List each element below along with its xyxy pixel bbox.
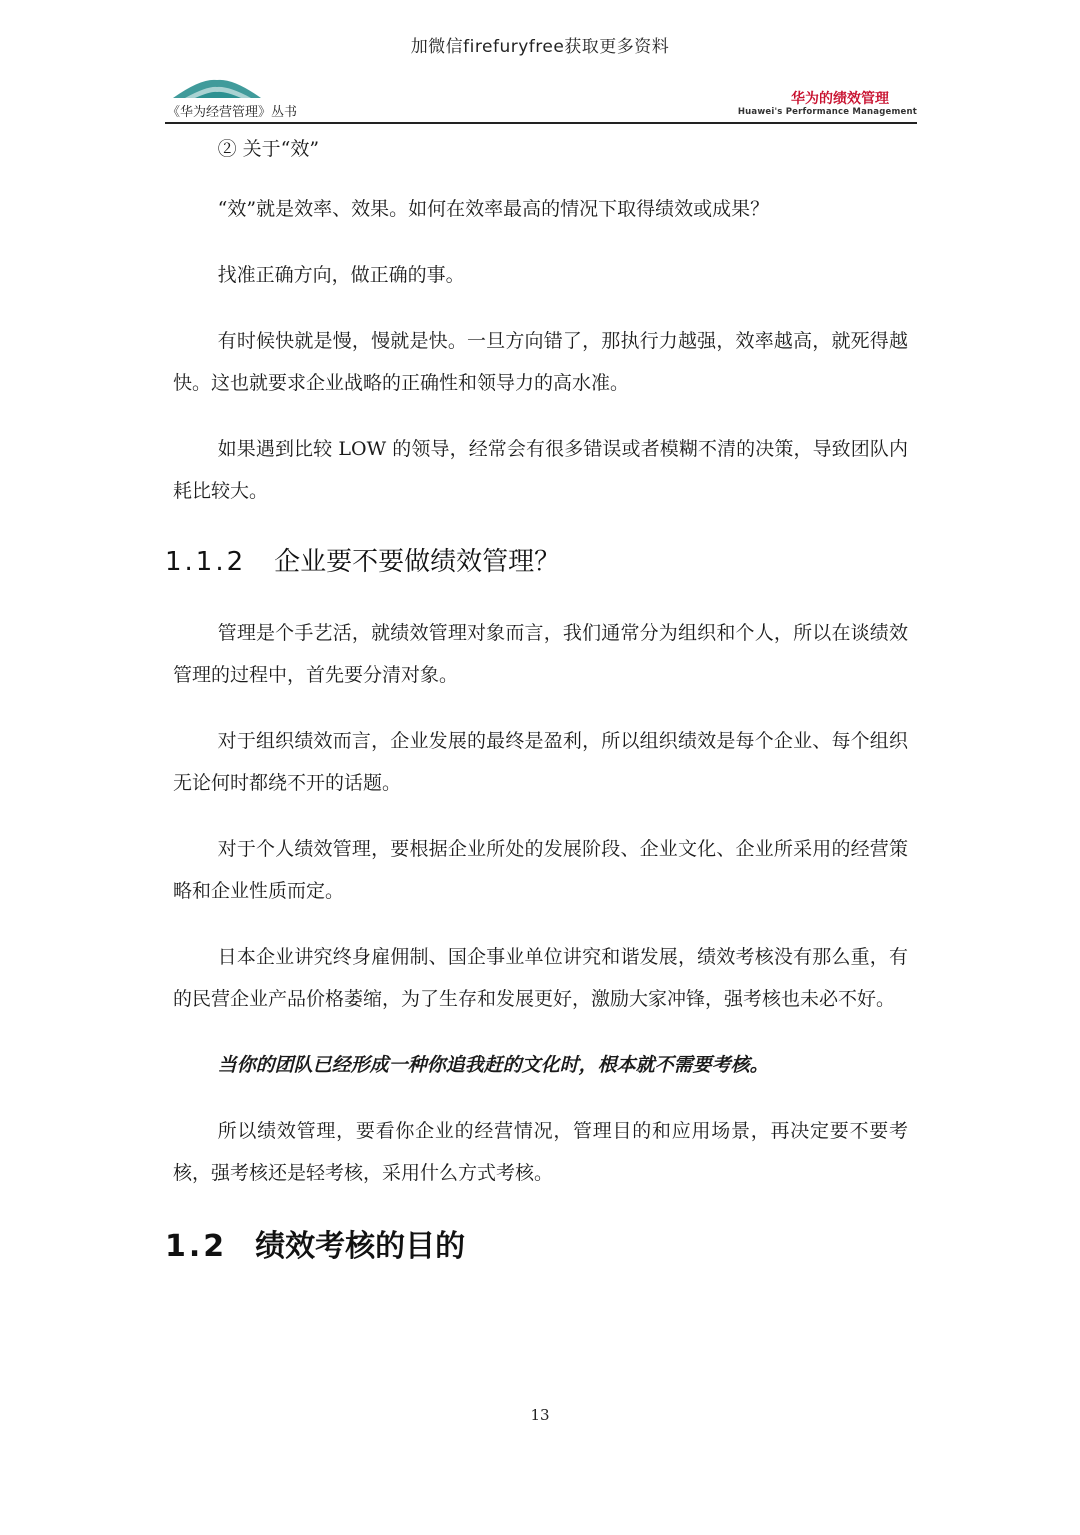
header-divider bbox=[165, 122, 917, 124]
paragraph: 找准正确方向，做正确的事。 bbox=[217, 264, 465, 286]
paragraph: 对于个人绩效管理，要根据企业所处的发展阶段、企业文化、企业所采用的经营策略和企业性质而定。 bbox=[173, 838, 908, 902]
page-number: 13 bbox=[530, 1406, 550, 1424]
page-header bbox=[165, 76, 917, 122]
section-heading-1-1-2 bbox=[165, 536, 908, 588]
section-title: 企业要不要做绩效管理？ bbox=[274, 547, 561, 577]
paragraph: 如果遇到比较 LOW 的领导，经常会有很多错误或者模糊不清的决策，导致团队内耗比较大。 bbox=[173, 438, 908, 502]
paragraph: 所以绩效管理，要看你企业的经营情况，管理目的和应用场景，再决定要不要考核，强考核还是轻考核，采用什么方式考核。 bbox=[173, 1120, 908, 1184]
paragraph: “效”就是效率、效果。如何在效率最高的情况下取得绩效或成果？ bbox=[217, 198, 770, 220]
series-name: 《华为经营管理》丛书 bbox=[167, 105, 298, 120]
watermark-text: 加微信firefuryfree获取更多资料 bbox=[410, 37, 670, 57]
section-number: 1.2 bbox=[165, 1229, 228, 1264]
section-heading-1-2 bbox=[165, 1218, 908, 1276]
paragraph: 有时候快就是慢，慢就是快。一旦方向错了，那执行力越强，效率越高，就死得越快。这也就要求企业战略的正确性和领导力的高水准。 bbox=[173, 330, 908, 394]
sub-heading-xiao: ② 关于“效” bbox=[217, 138, 320, 160]
mountain-logo-icon bbox=[171, 78, 263, 100]
paragraph: 管理是个手艺活，就绩效管理对象而言，我们通常分为组织和个人，所以在谈绩效管理的过程中，首先要分清对象。 bbox=[173, 622, 908, 686]
book-subtitle: Huawei's Performance Management bbox=[737, 107, 917, 117]
section-number: 1.1.2 bbox=[165, 547, 247, 577]
paragraph: 日本企业讲究终身雇佣制、国企事业单位讲究和谐发展，绩效考核没有那么重，有的民营企业产品价格萎缩，为了生存和发展更好，激励大家冲锋，强考核也未必不好。 bbox=[173, 946, 908, 1010]
emphasis-paragraph: 当你的团队已经形成一种你追我赶的文化时，根本就不需要考核。 bbox=[217, 1054, 769, 1076]
page-content bbox=[165, 128, 908, 1300]
section-title: 绩效考核的目的 bbox=[255, 1229, 466, 1264]
paragraph: 对于组织绩效而言，企业发展的最终是盈利，所以组织绩效是每个企业、每个组织无论何时都绕不开的话题。 bbox=[173, 730, 908, 794]
book-title: 华为的绩效管理 bbox=[791, 91, 889, 107]
